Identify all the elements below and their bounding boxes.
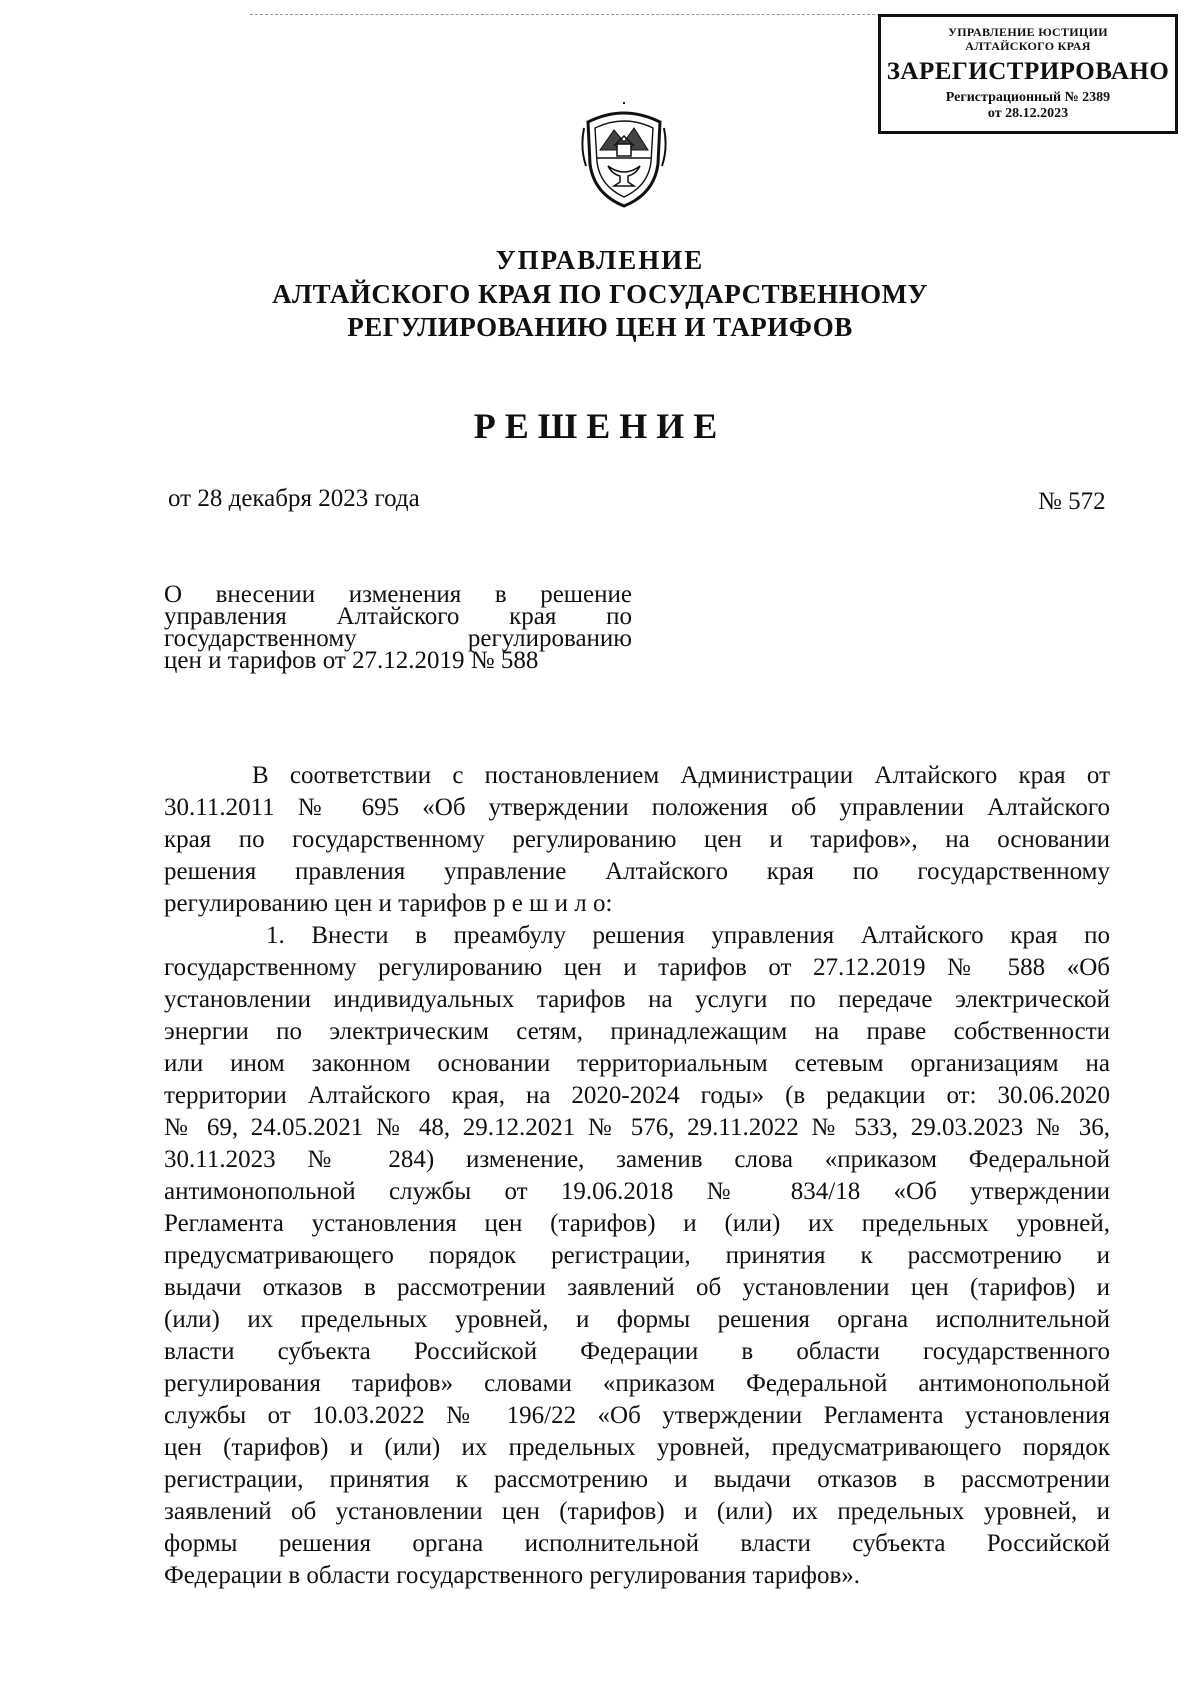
body-line: формы решения органа исполнительной власти субъекта Российской <box>164 1530 1110 1557</box>
stamp-organization-line2: АЛТАЙСКОГО КРАЯ <box>965 39 1091 53</box>
document-type-title: РЕШЕНИЕ <box>473 406 727 446</box>
body-line: регулирования тарифов» словами «приказом Федеральной антимонопольной <box>164 1370 1110 1397</box>
body-line: выдачи отказов в рассмотрении заявлений об установлении цен (тарифов) и <box>164 1274 1110 1301</box>
body-line: регулированию цен и тарифов р е ш и л о: <box>164 890 613 917</box>
registration-stamp <box>878 14 1178 134</box>
document-body <box>164 760 1110 1592</box>
body-line: № 69, 24.05.2021 № 48, 29.12.2021 № 576, 29.11.2022 № 533, 29.03.2023 № 36, <box>164 1114 1110 1141</box>
stamp-organization-line1: УПРАВЛЕНИЕ ЮСТИЦИИ <box>948 25 1108 39</box>
body-line: 30.11.2023 № 284) изменение, заменив слова «приказом Федеральной <box>164 1146 1110 1173</box>
altai-krai-coat-of-arms-icon <box>578 102 670 208</box>
organization-name-line3: РЕГУЛИРОВАНИЮ ЦЕН И ТАРИФОВ <box>347 312 853 342</box>
body-line: В соответствии с постановлением Администрации Алтайского края от <box>252 762 1110 789</box>
body-line: Федерации в области государственного регулирования тарифов». <box>164 1562 861 1589</box>
body-line: решения правления управление Алтайского края по государственному <box>164 858 1110 885</box>
body-line: территории Алтайского края, на 2020-2024 годы» (в редакции от: 30.06.2020 <box>164 1082 1110 1109</box>
body-line: антимонопольной службы от 19.06.2018 № 834/18 «Об утверждении <box>164 1178 1110 1205</box>
body-line: 30.11.2011 № 695 «Об утверждении положения об управлении Алтайского <box>164 794 1110 821</box>
body-line: края по государственному регулированию цен и тарифов», на основании <box>164 826 1110 853</box>
body-line: регистрации, принятия к рассмотрению и выдачи отказов в рассмотрении <box>164 1466 1110 1493</box>
body-line: заявлений об установлении цен (тарифов) и (или) их предельных уровней, и <box>164 1498 1110 1525</box>
stamp-registration-number: Регистрационный № 2389 <box>945 90 1111 105</box>
document-number: № 572 <box>1038 488 1106 515</box>
stamp-registration-date: от 28.12.2023 <box>987 106 1069 121</box>
subject-line: цен и тарифов от 27.12.2019 № 588 <box>164 647 539 674</box>
body-line: цен (тарифов) и (или) их предельных уровней, предусматривающего порядок <box>164 1434 1110 1461</box>
body-line: 1. Внести в преамбулу решения управления Алтайского края по <box>266 922 1110 949</box>
body-line: службы от 10.03.2022 № 196/22 «Об утверждении Регламента установления <box>164 1402 1110 1429</box>
subject-line: О внесении изменения в решение <box>164 581 632 608</box>
stamp-status: ЗАРЕГИСТРИРОВАНО <box>886 58 1170 85</box>
body-line: предусматривающего порядок регистрации, принятия к рассмотрению и <box>164 1242 1110 1269</box>
body-line: государственному регулированию цен и тарифов от 27.12.2019 № 588 «Об <box>164 954 1110 981</box>
body-line: энергии по электрическим сетям, принадлежащим на праве собственности <box>164 1018 1110 1045</box>
body-line: власти субъекта Российской Федерации в области государственного <box>164 1338 1110 1365</box>
organization-name-line1: УПРАВЛЕНИЕ <box>495 245 705 275</box>
document-subject <box>164 581 632 674</box>
scan-top-border <box>250 14 890 15</box>
body-line: или ином законном основании территориальным сетевым организациям на <box>164 1050 1110 1077</box>
body-line: установлении индивидуальных тарифов на услуги по передаче электрической <box>164 986 1110 1013</box>
document-date: от 28 декабря 2023 года <box>168 485 420 512</box>
subject-line: управления Алтайского края по <box>164 603 632 630</box>
organization-name-line2: АЛТАЙСКОГО КРАЯ ПО ГОСУДАРСТВЕННОМУ <box>272 279 928 309</box>
body-line: Регламента установления цен (тарифов) и (или) их предельных уровней, <box>164 1210 1110 1237</box>
subject-line: государственному регулированию <box>164 625 632 652</box>
body-line: (или) их предельных уровней, и формы решения органа исполнительной <box>164 1306 1110 1333</box>
